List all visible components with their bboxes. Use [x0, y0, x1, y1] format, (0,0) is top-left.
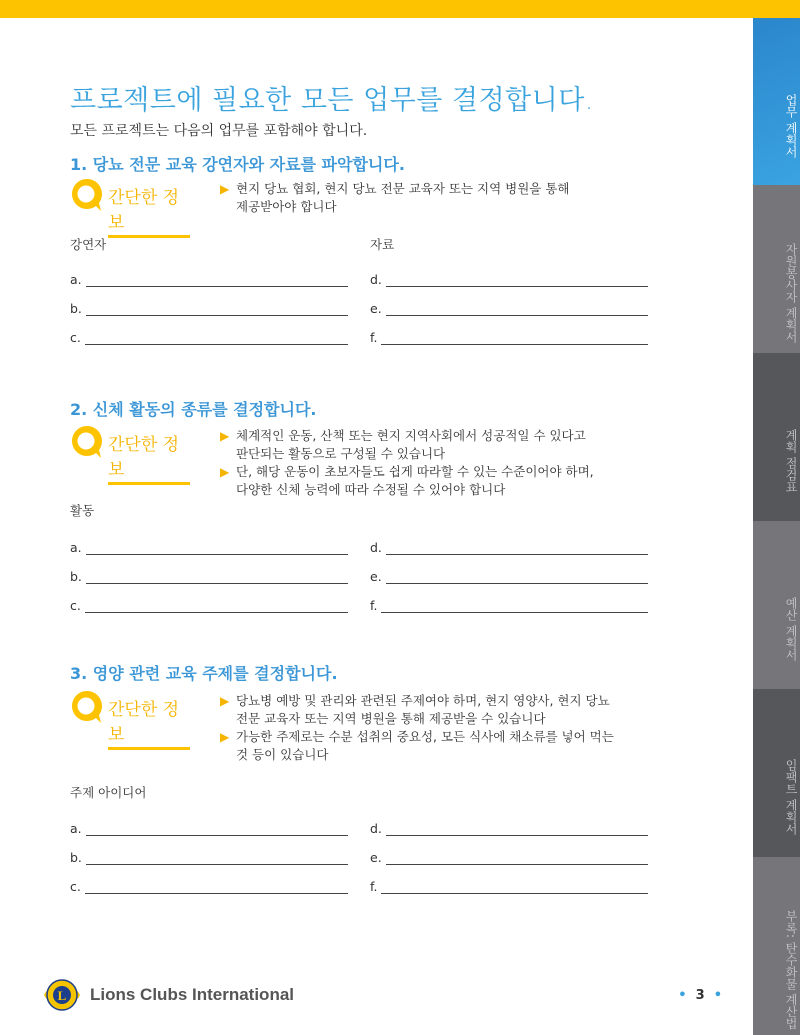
tip-label: 간단한 정보: [108, 430, 190, 485]
tab-label: 업무 계획서: [784, 93, 798, 158]
input-field-left[interactable]: [70, 540, 348, 555]
field-letter: b.: [70, 850, 82, 865]
blank-line[interactable]: [86, 824, 348, 836]
tip-line: 당뇨병 예방 및 관리와 관련된 주제여야 하며, 현지 영양사, 현지 당뇨: [236, 693, 610, 708]
arrow-icon: ▶: [220, 730, 230, 744]
tab-budget-plan[interactable]: [753, 521, 800, 689]
right-column-label: 자료: [370, 237, 395, 252]
arrow-icon: ▶: [220, 429, 230, 443]
tab-appendix[interactable]: [753, 857, 800, 1035]
tab-volunteer-plan[interactable]: [753, 185, 800, 353]
tip-text: [220, 180, 570, 216]
field-letter: d.: [370, 821, 382, 836]
input-field-right[interactable]: [370, 272, 648, 287]
tip-text: [220, 692, 614, 764]
tab-label: 부록: 탄수화물 계산법: [784, 910, 798, 1030]
field-letter: d.: [370, 272, 382, 287]
tab-label: 자원봉사자 계획서: [784, 243, 798, 343]
field-letter: e.: [370, 569, 382, 584]
field-letter: f.: [370, 598, 378, 613]
tip-line: 다양한 신체 능력에 따라 수정될 수 있어야 합니다: [236, 482, 506, 497]
tip-item: [220, 427, 594, 463]
tab-task-plan[interactable]: [753, 18, 800, 185]
blank-line[interactable]: [386, 572, 648, 584]
arrow-icon: ▶: [220, 694, 230, 708]
tab-label: 예산 계획서: [784, 597, 798, 661]
input-field-left[interactable]: [70, 879, 348, 894]
input-field-right[interactable]: [370, 540, 648, 555]
arrow-icon: ▶: [220, 182, 230, 196]
input-field-left[interactable]: [70, 821, 348, 836]
input-field-right[interactable]: [370, 569, 648, 584]
side-tabs: [753, 18, 800, 1035]
tip-item: [220, 463, 594, 499]
tip-item: [220, 180, 570, 216]
tip-item: [220, 692, 614, 728]
page-number: • 3 •: [678, 988, 722, 1003]
tip-line: 전문 교육자 또는 지역 병원을 통해 제공받을 수 있습니다: [236, 711, 546, 726]
input-field-right[interactable]: [370, 850, 648, 865]
blank-line[interactable]: [85, 601, 348, 613]
left-column-label: 활동: [70, 503, 95, 518]
blank-line[interactable]: [386, 824, 648, 836]
tip-label: 간단한 정보: [108, 695, 190, 750]
blank-line[interactable]: [86, 543, 348, 555]
blank-line[interactable]: [386, 304, 648, 316]
blank-line[interactable]: [86, 572, 348, 584]
field-letter: c.: [70, 598, 81, 613]
input-field-right[interactable]: [370, 301, 648, 316]
lions-logo: [42, 977, 294, 1013]
field-letter: b.: [70, 569, 82, 584]
tip-bubble-icon: [70, 177, 104, 213]
blank-line[interactable]: [386, 543, 648, 555]
input-field-left[interactable]: [70, 301, 348, 316]
blank-line[interactable]: [85, 333, 348, 345]
left-column-label: 강연자: [70, 237, 107, 252]
svg-text:L: L: [57, 988, 67, 1003]
section-heading: 3. 영양 관련 교육 주제를 결정합니다.: [70, 664, 338, 683]
input-field-left[interactable]: [70, 330, 348, 345]
tab-checklist[interactable]: [753, 353, 800, 521]
input-field-left[interactable]: [70, 850, 348, 865]
section-heading: 1. 당뇨 전문 교육 강연자와 자료를 파악합니다.: [70, 155, 405, 174]
page-number-value: 3: [695, 988, 705, 1003]
blank-line[interactable]: [381, 882, 648, 894]
blank-line[interactable]: [381, 601, 648, 613]
input-field-right[interactable]: [370, 879, 648, 894]
field-letter: a.: [70, 272, 82, 287]
blank-line[interactable]: [386, 275, 648, 287]
blank-line[interactable]: [381, 333, 648, 345]
tip-bubble-icon: [70, 424, 104, 460]
field-letter: a.: [70, 540, 82, 555]
field-letter: b.: [70, 301, 82, 316]
tip-bubble-icon: [70, 689, 104, 725]
tip-item: [220, 728, 614, 764]
blank-line[interactable]: [86, 853, 348, 865]
top-accent-bar: [0, 0, 800, 18]
input-field-left[interactable]: [70, 569, 348, 584]
input-field-right[interactable]: [370, 821, 648, 836]
field-letter: f.: [370, 330, 378, 345]
tab-label: 계획 점검표: [784, 429, 798, 493]
tab-impact-plan[interactable]: [753, 689, 800, 857]
page-subtitle: 모든 프로젝트는 다음의 업무를 포함해야 합니다.: [70, 123, 368, 139]
input-field-right[interactable]: [370, 330, 648, 345]
field-letter: c.: [70, 330, 81, 345]
tip-line: 가능한 주제로는 수분 섭취의 중요성, 모든 식사에 채소류를 넣어 먹는: [236, 729, 614, 744]
tip-line: 것 등이 있습니다: [236, 747, 329, 762]
lions-emblem-icon: [42, 977, 82, 1013]
tab-label: 임팩트 계획서: [784, 759, 798, 835]
field-letter: c.: [70, 879, 81, 894]
input-field-right[interactable]: [370, 598, 648, 613]
field-letter: f.: [370, 879, 378, 894]
blank-line[interactable]: [386, 853, 648, 865]
blank-line[interactable]: [86, 275, 348, 287]
field-letter: d.: [370, 540, 382, 555]
tip-line: 체계적인 운동, 산책 또는 현지 지역사회에서 성공적일 수 있다고: [236, 428, 586, 443]
input-field-left[interactable]: [70, 272, 348, 287]
tip-label: 간단한 정보: [108, 183, 190, 238]
arrow-icon: ▶: [220, 465, 230, 479]
field-letter: a.: [70, 821, 82, 836]
input-field-left[interactable]: [70, 598, 348, 613]
blank-line[interactable]: [85, 882, 348, 894]
tip-text: [220, 427, 594, 499]
field-letter: e.: [370, 301, 382, 316]
section-heading: 2. 신체 활동의 종류를 결정합니다.: [70, 400, 317, 419]
tip-line: 현지 당뇨 협회, 현지 당뇨 전문 교육자 또는 지역 병원을 통해: [236, 181, 570, 196]
logo-text: Lions Clubs International: [90, 985, 295, 1004]
left-column-label: 주제 아이디어: [70, 785, 147, 800]
tip-line: 판단되는 활동으로 구성될 수 있습니다: [236, 446, 446, 461]
blank-line[interactable]: [86, 304, 348, 316]
page-title: 프로젝트에 필요한 모든 업무를 결정합니다.: [70, 85, 594, 116]
tip-line: 단, 해당 운동이 초보자들도 쉽게 따라할 수 있는 수준이어야 하며,: [236, 464, 594, 479]
tip-line: 제공받아야 합니다: [236, 199, 337, 214]
field-letter: e.: [370, 850, 382, 865]
